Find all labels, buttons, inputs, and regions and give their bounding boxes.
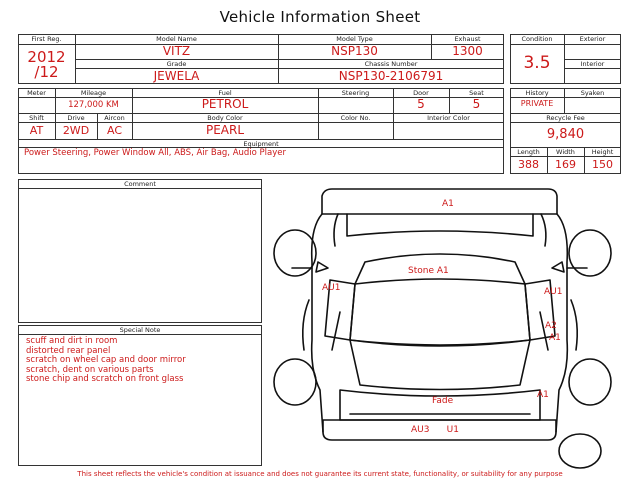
equipment-value: Power Steering, Power Window All, ABS, Air Bag, Audio Player xyxy=(24,148,287,158)
mark-left-front-fender: AU1 xyxy=(322,283,341,293)
special-note-line: scratch on wheel cap and door mirror xyxy=(26,355,186,366)
rear-glass xyxy=(350,340,530,390)
special-note-line: scuff and dirt in room xyxy=(26,336,118,346)
height-value: 150 xyxy=(592,158,613,171)
condition-label: Condition xyxy=(521,35,553,43)
mileage-value: 127,000 KM xyxy=(68,100,119,110)
steering-label: Steering xyxy=(341,89,370,97)
fuel-label: Fuel xyxy=(218,89,232,97)
drive-value: 2WD xyxy=(62,124,90,137)
shift-label: Shift xyxy=(29,114,44,122)
condition-value: 3.5 xyxy=(523,53,551,73)
mark-right-quarter: A1 xyxy=(537,390,549,400)
history-value: PRIVATE xyxy=(520,99,554,108)
recycle-fee-label: Recycle Fee xyxy=(546,114,585,122)
body-color-value: PEARL xyxy=(205,123,245,137)
exterior-label: Exterior xyxy=(579,35,606,43)
special-note-line: distorted rear panel xyxy=(26,345,111,356)
mark-right-front-fender: AU1 xyxy=(544,287,563,297)
width-value: 169 xyxy=(555,158,576,171)
color-no-label: Color No. xyxy=(340,114,371,122)
special-note-line: stone chip and scratch on front glass xyxy=(26,374,184,385)
first-reg-month: /12 xyxy=(34,63,59,81)
wheel-front-left xyxy=(274,230,316,276)
seat-label: Seat xyxy=(469,89,484,97)
sheet-title: Vehicle Information Sheet xyxy=(219,8,421,26)
hood xyxy=(347,214,533,236)
model-type-label: Model Type xyxy=(336,35,373,43)
first-reg-year: 2012 xyxy=(27,48,66,66)
length-label: Length xyxy=(517,148,540,156)
mark-rear-bumper: AU3 U1 xyxy=(411,425,459,435)
interior-label: Interior xyxy=(580,60,605,68)
mark-right-rear-door-a: A2 xyxy=(545,321,557,331)
recycle-fee-value: 9,840 xyxy=(546,127,585,142)
disclaimer-footer: This sheet reflects the vehicle's condition at issuance and does not guarantee its current state, functionality, or suitability for any purpose xyxy=(77,470,563,478)
grade-label: Grade xyxy=(166,60,187,68)
length-value: 388 xyxy=(518,158,539,171)
mark-rear-glass: Fade xyxy=(432,396,454,406)
exhaust-value: 1300 xyxy=(452,44,483,58)
history-label: History xyxy=(525,89,549,97)
chassis-number-value: NSP130-2106791 xyxy=(338,69,444,83)
special-note-label: Special Note xyxy=(119,326,161,334)
front-bumper xyxy=(322,189,557,214)
syaken-label: Syaken xyxy=(580,89,605,97)
aircon-label: Aircon xyxy=(104,114,125,122)
wheel-front-right xyxy=(569,230,611,276)
door-label: Door xyxy=(413,89,429,97)
wheel-rear-right xyxy=(569,359,611,405)
grade-value: JEWELA xyxy=(153,69,200,83)
wheel-rear-left xyxy=(274,359,316,405)
right-side xyxy=(556,214,567,432)
model-name-value: VITZ xyxy=(162,44,191,58)
mark-front-bumper: A1 xyxy=(442,199,454,209)
fuel-value: PETROL xyxy=(201,97,249,111)
exhaust-label: Exhaust xyxy=(454,35,481,43)
shift-value: AT xyxy=(29,124,44,137)
height-label: Height xyxy=(591,148,614,156)
special-note-line: scratch, dent on various parts xyxy=(26,364,154,375)
model-type-value: NSP130 xyxy=(331,44,378,58)
body-color-label: Body Color xyxy=(207,114,243,122)
spare-wheel xyxy=(559,434,601,468)
drive-label: Drive xyxy=(67,114,85,122)
mileage-label: Mileage xyxy=(80,89,107,97)
meter-label: Meter xyxy=(27,89,46,97)
equipment-label: Equipment xyxy=(243,140,279,148)
left-side xyxy=(312,214,323,432)
interior-color-label: Interior Color xyxy=(427,114,470,122)
first-reg-label: First Reg. xyxy=(31,35,62,43)
width-label: Width xyxy=(556,148,575,156)
model-name-label: Model Name xyxy=(156,35,197,43)
comment-label: Comment xyxy=(124,180,156,188)
mark-right-rear-door-b: A1 xyxy=(549,333,561,343)
chassis-number-label: Chassis Number xyxy=(364,60,418,68)
mark-windshield: Stone A1 xyxy=(408,266,449,276)
roof xyxy=(350,284,530,345)
seat-value: 5 xyxy=(472,97,481,111)
aircon-value: AC xyxy=(106,124,122,137)
door-value: 5 xyxy=(417,97,425,111)
